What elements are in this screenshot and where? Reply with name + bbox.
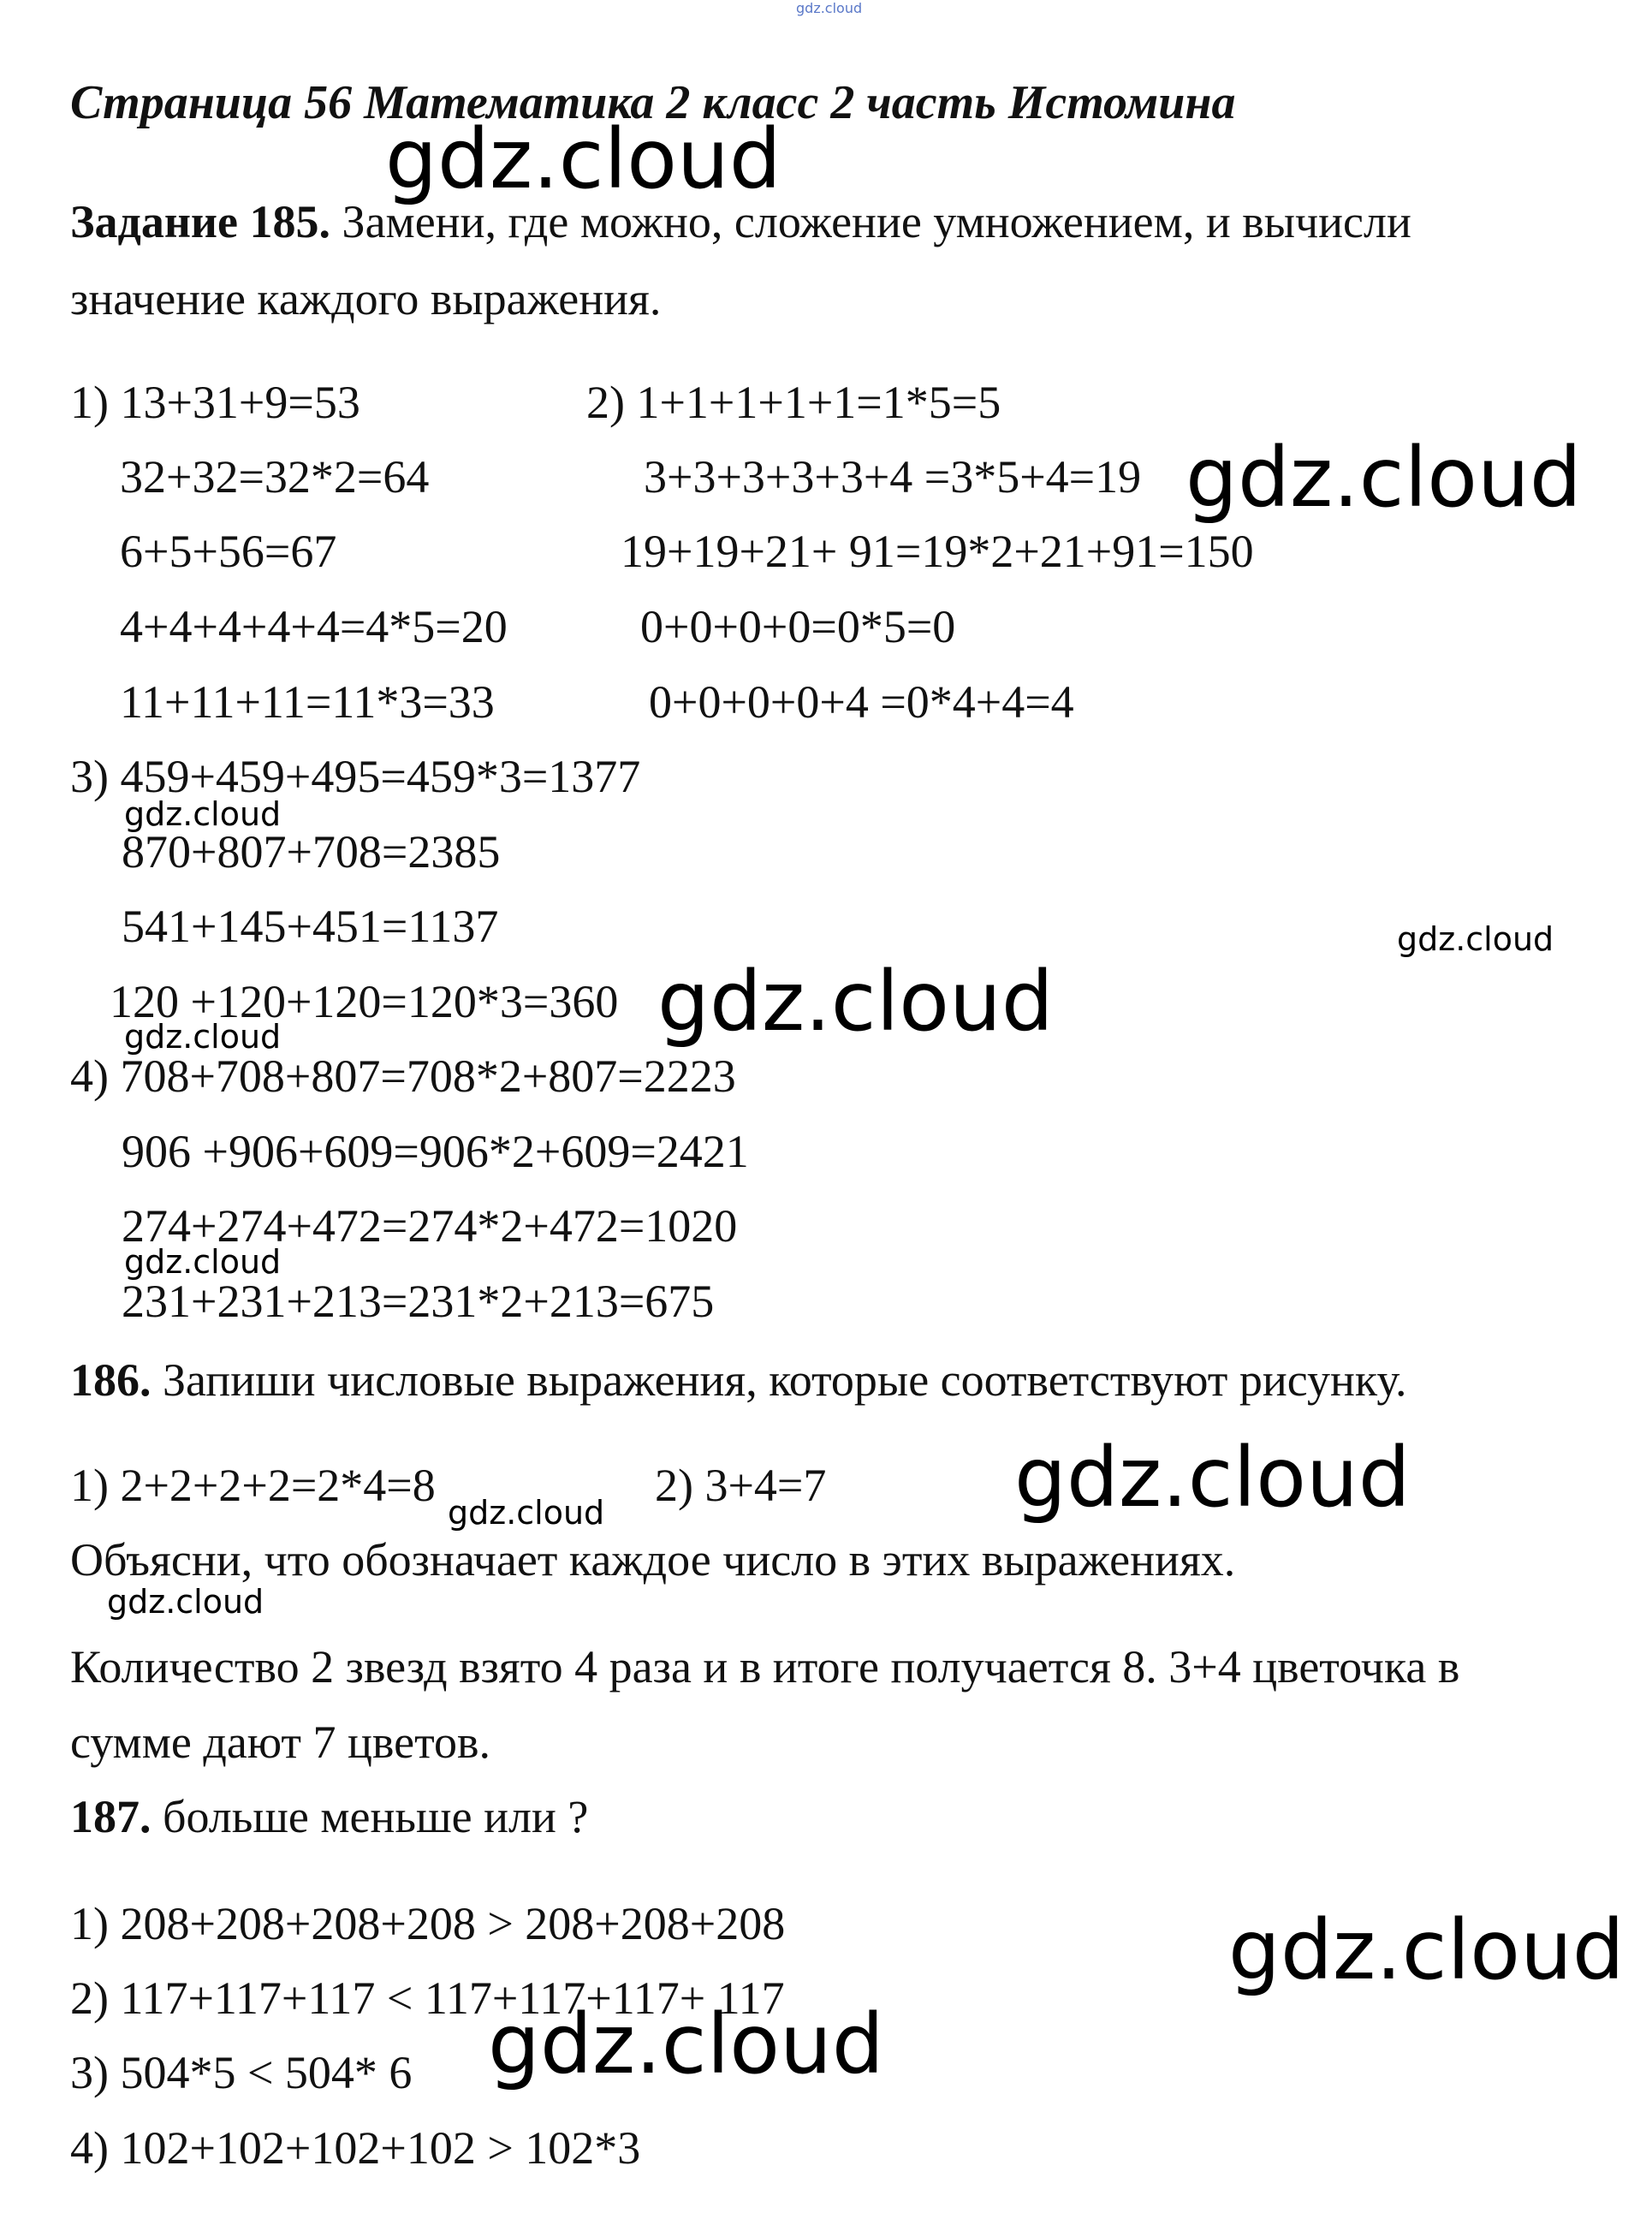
- task-186-question: Объясни, что обозначает каждое число в этих выражениях.: [70, 1534, 1236, 1585]
- watermark: gdz.cloud: [124, 795, 282, 833]
- task-185-col2-line: 19+19+21+ 91=19*2+21+91=150: [621, 526, 1254, 577]
- task-186-explanation: Количество 2 звезд взято 4 раза и в итоге получается 8. 3+4 цветочка в: [70, 1641, 1460, 1693]
- watermark: gdz.cloud: [488, 1996, 884, 2092]
- task-187-label: 187.: [70, 1791, 152, 1842]
- watermark: gdz.cloud: [107, 1583, 264, 1621]
- watermark: gdz.cloud: [124, 1243, 282, 1281]
- task-187-item: 3) 504*5 < 504* 6: [70, 2047, 413, 2098]
- page-title: Страница 56 Математика 2 класс 2 часть Истомина: [70, 76, 1236, 129]
- task-186-answer-1: 1) 2+2+2+2=2*4=8: [70, 1460, 436, 1511]
- watermark: gdz.cloud: [448, 1494, 605, 1532]
- task-186-explanation: сумме дают 7 цветов.: [70, 1716, 490, 1768]
- task-185-part4-line: 274+274+472=274*2+472=1020: [122, 1200, 738, 1252]
- watermark: gdz.cloud: [1228, 1902, 1625, 1998]
- task-185-part4-line: 231+231+213=231*2+213=675: [122, 1276, 715, 1327]
- task-185-col2-line: 2) 1+1+1+1+1=1*5=5: [586, 377, 1001, 428]
- task-185-part3-line: 541+145+451=1137: [122, 901, 499, 952]
- task-185-col1-line: 6+5+56=67: [120, 526, 337, 577]
- task-185-col2-line: 0+0+0+0+4 =0*4+4=4: [649, 676, 1074, 728]
- task-185-part4-line: 4) 708+708+807=708*2+807=2223: [70, 1050, 736, 1102]
- watermark: gdz.cloud: [1186, 430, 1582, 526]
- task-185-col1-line: 32+32=32*2=64: [120, 451, 430, 503]
- task-185-col1-line: 11+11+11=11*3=33: [120, 676, 495, 728]
- task-187-text: больше меньше или ?: [163, 1791, 589, 1842]
- task-185-part3-line: 120 +120+120=120*3=360: [110, 976, 619, 1027]
- task-185-text-cont: значение каждого выражения.: [70, 273, 662, 324]
- task-186-label: 186.: [70, 1354, 152, 1406]
- task-185-label: Задание 185.: [70, 196, 331, 247]
- task-185-col2-line: 3+3+3+3+3+4 =3*5+4=19: [644, 451, 1142, 503]
- task-185-col1-line: 1) 13+31+9=53: [70, 377, 360, 428]
- task-185-text: Замени, где можно, сложение умножением, и вычисли: [342, 196, 1411, 247]
- task-185-col2-line: 0+0+0+0=0*5=0: [640, 601, 956, 652]
- task-186-text: Запиши числовые выражения, которые соответствуют рисунку.: [163, 1354, 1407, 1406]
- task-185-part4-line: 906 +906+609=906*2+609=2421: [122, 1126, 749, 1177]
- task-187-item: 2) 117+117+117 < 117+117+117+ 117: [70, 1972, 785, 2024]
- watermark: gdz.cloud: [657, 954, 1054, 1050]
- site-tag: gdz.cloud: [796, 0, 863, 16]
- task-186-answer-2: 2) 3+4=7: [655, 1460, 827, 1511]
- task-185-col1-line: 4+4+4+4+4=4*5=20: [120, 601, 508, 652]
- task-187-item: 4) 102+102+102+102 > 102*3: [70, 2122, 641, 2174]
- task-186-heading: [70, 1354, 1407, 1406]
- watermark: gdz.cloud: [385, 111, 781, 207]
- task-187-heading: [70, 1791, 589, 1842]
- watermark: gdz.cloud: [1014, 1430, 1411, 1526]
- watermark: gdz.cloud: [124, 1018, 282, 1056]
- task-187-item: 1) 208+208+208+208 > 208+208+208: [70, 1898, 786, 1949]
- task-185-part3-line: 3) 459+459+495=459*3=1377: [70, 751, 641, 802]
- task-185-part3-line: 870+807+708=2385: [122, 826, 501, 878]
- watermark: gdz.cloud: [1397, 920, 1554, 958]
